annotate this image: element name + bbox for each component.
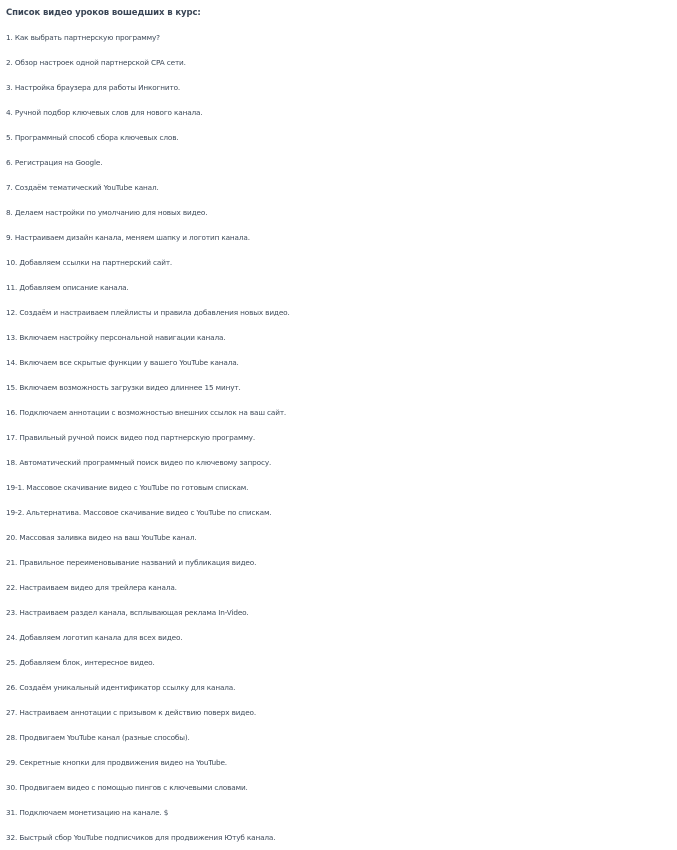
lesson-item: 8. Делаем настройки по умолчанию для новых видео.: [6, 208, 208, 217]
lesson-item: 26. Создаём уникальный идентификатор ссылку для канала.: [6, 683, 236, 692]
list-title: Список видео уроков вошедших в курс:: [6, 8, 201, 18]
lesson-item: 4. Ручной подбор ключевых слов для нового канала.: [6, 108, 203, 117]
lesson-item: 18. Автоматический программный поиск видео по ключевому запросу.: [6, 458, 272, 467]
lesson-item: 30. Продвигаем видео с помощью пингов с ключевыми словами.: [6, 783, 248, 792]
lesson-item: 24. Добавляем логотип канала для всех видео.: [6, 633, 183, 642]
lesson-item: 6. Регистрация на Google.: [6, 158, 103, 167]
lesson-item: 2. Обзор настроек одной партнерской CPA сети.: [6, 58, 186, 67]
lesson-item: 25. Добавляем блок, интересное видео.: [6, 658, 155, 667]
lesson-item: 19-2. Альтернатива. Массовое скачивание видео с YouTube по спискам.: [6, 508, 272, 517]
lesson-item: 20. Массовая заливка видео на ваш YouTube канал.: [6, 533, 197, 542]
lesson-item: 17. Правильный ручной поиск видео под партнерскую программу.: [6, 433, 256, 442]
lesson-item: 19-1. Массовое скачивание видео с YouTube по готовым спискам.: [6, 483, 249, 492]
lesson-list: [6, 25, 677, 850]
lesson-item: 21. Правильное переименовывание названий и публикация видео.: [6, 558, 257, 567]
lesson-item: 5. Программный способ сбора ключевых слов.: [6, 133, 179, 142]
lesson-item: 28. Продвигаем YouTube канал (разные способы).: [6, 733, 190, 742]
lesson-item: 9. Настраиваем дизайн канала, меняем шапку и логотип канала.: [6, 233, 250, 242]
lesson-item: 10. Добавляем ссылки на партнерский сайт.: [6, 258, 173, 267]
lesson-item: 27. Настраиваем аннотации с призывом к действию поверх видео.: [6, 708, 257, 717]
lesson-item: 15. Включаем возможность загрузки видео длиннее 15 минут.: [6, 383, 241, 392]
lesson-item: 23. Настраиваем раздел канала, всплывающая реклама In-Video.: [6, 608, 249, 617]
lesson-item: 31. Подключаем монетизацию на канале. $: [6, 808, 169, 817]
lesson-item: 3. Настройка браузера для работы Инкогнито.: [6, 83, 181, 92]
lesson-item: 1. Как выбрать партнерскую программу?: [6, 33, 160, 42]
lesson-item: 22. Настраиваем видео для трейлера канала.: [6, 583, 177, 592]
lesson-item: 12. Создаём и настраиваем плейлисты и правила добавления новых видео.: [6, 308, 290, 317]
lesson-item: 29. Секретные кнопки для продвижения видео на YouTube.: [6, 758, 227, 767]
lesson-item: 7. Создаём тематический YouTube канал.: [6, 183, 159, 192]
lesson-item: 11. Добавляем описание канала.: [6, 283, 129, 292]
lesson-item: 32. Быстрый сбор YouTube подписчиков для продвижения Ютуб канала.: [6, 833, 276, 842]
lesson-item: 16. Подключаем аннотации с возможностью внешних ссылок на ваш сайт.: [6, 408, 287, 417]
lesson-item: 13. Включаем настройку персональной навигации канала.: [6, 333, 226, 342]
lesson-item: 14. Включаем все скрытые функции у вашего YouTube канала.: [6, 358, 239, 367]
